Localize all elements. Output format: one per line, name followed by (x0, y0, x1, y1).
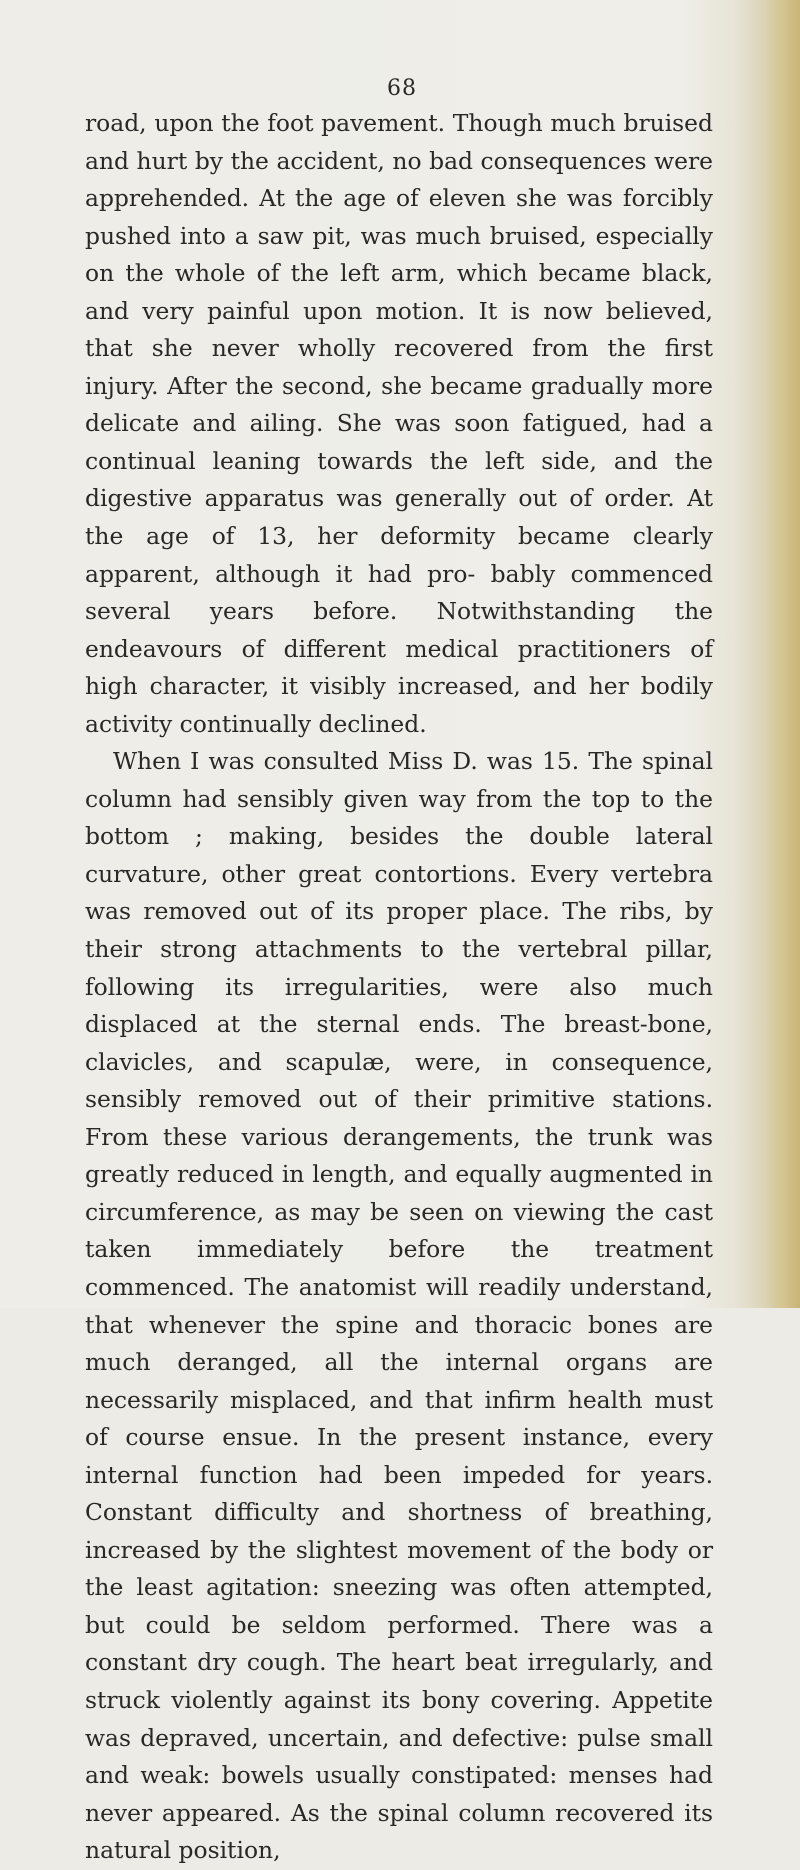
page-number: 68 (387, 76, 417, 101)
body-text (85, 105, 713, 1870)
paragraph-1: road, upon the foot pavement. Though much bruised and hurt by the accident, no bad consequences were apprehended. At the age of eleven she was forcibly pushed into a saw pit, was much bruised, especially on the whole of the left arm, which became black, and very painful upon motion. It is now believed, that she never wholly recovered from the first injury. After the second, she became gradually more delicate and ailing. She was soon fatigued, had a continual leaning towards the left side, and the digestive apparatus was generally out of order. At the age of 13, her deformity became clearly apparent, although it had pro- bably commenced several years before. Notwithstanding the endeavours of different medical practitioners of high character, it visibly increased, and her bodily activity continually declined. (85, 109, 713, 738)
paragraph-2: When I was consulted Miss D. was 15. The spinal column had sensibly given way from the top to the bottom ; making, besides the double lateral curvature, other great contortions. Every vertebra was removed out of its proper place. The ribs, by their strong attachments to the vertebral pillar, following its irregularities, were also much displaced at the sternal ends. The breast-bone, clavicles, and scapulæ, were, in consequence, sensibly removed out of their primitive stations. From these various derangements, the trunk was greatly reduced in length, and equally augmented in circumference, as may be seen on viewing the cast taken immediately before the treatment commenced. The anatomist will readily understand, that whenever the spine and thoracic bones are much deranged, all the internal organs are necessarily misplaced, and that infirm health must of course ensue. In the present instance, every internal function had been impeded for years. Constant difficulty and shortness of breathing, increased by the slightest movement of the body or the least agitation: sneezing was often attempted, but could be seldom performed. There was a constant dry cough. The heart beat irregularly, and struck violently against its bony covering. Appetite was depraved, uncertain, and defective: pulse small and weak: bowels usually constipated: menses had never appeared. As the spinal column recovered its natural position, (85, 747, 713, 1865)
page-edge-shading (766, 0, 800, 1308)
